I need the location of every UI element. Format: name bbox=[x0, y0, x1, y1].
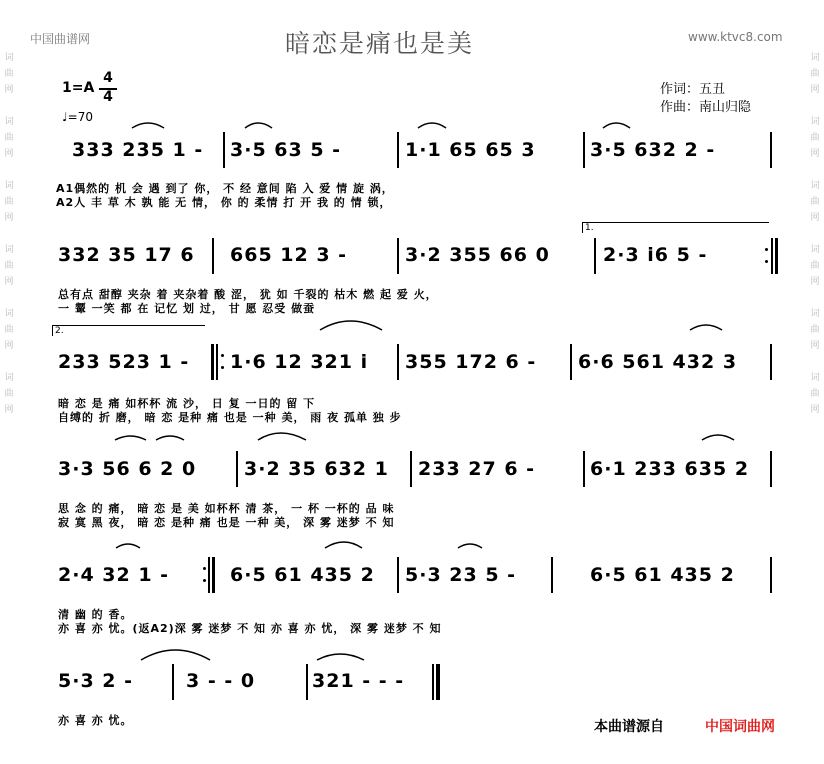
slur bbox=[458, 544, 482, 548]
volta-bracket: 2. bbox=[52, 325, 205, 336]
lyric-line: A1偶然的 机 会 遇 到了 你， 不 经 意间 陷 入 爱 情 旋 涡， bbox=[56, 182, 394, 195]
measure-notes: 6·1 233 635 2 bbox=[590, 458, 750, 480]
measure-notes: 355 172 6 - bbox=[405, 351, 537, 373]
composer: 作曲：南山归隐 bbox=[660, 100, 752, 115]
measure-notes: 665 12 3 - bbox=[230, 244, 348, 266]
slur bbox=[702, 435, 734, 440]
site-url-right: www.ktvc8.com bbox=[688, 30, 783, 44]
slur bbox=[141, 650, 210, 660]
watermark-text: 词曲网 bbox=[4, 117, 14, 159]
lyric-line: 亦 喜 亦 忧。 bbox=[58, 714, 133, 727]
slur bbox=[320, 321, 382, 330]
tempo-value: =70 bbox=[67, 110, 93, 124]
measure-notes: 1·6 12 321 i bbox=[230, 351, 369, 373]
measure-notes: 3 - - 0 bbox=[186, 670, 256, 692]
slur bbox=[132, 123, 164, 128]
watermark-text: 词曲网 bbox=[810, 181, 820, 223]
slur bbox=[156, 436, 184, 440]
measure-notes: 233 523 1 - bbox=[58, 351, 190, 373]
slur bbox=[690, 325, 722, 330]
measure-notes: 5·3 2 - bbox=[58, 670, 133, 692]
measure-notes: 3·5 632 2 - bbox=[590, 139, 716, 161]
lyric-line: 思 念 的 痛， 暗 恋 是 美 如杯杯 清 茶， 一 杯 一杯的 品 味 bbox=[58, 502, 395, 515]
lyric-line: 清 幽 的 香。 bbox=[58, 608, 133, 621]
lyric-line: 亦 喜 亦 忧。(返A2)深 雾 迷梦 不 知 亦 喜 亦 忧， 深 雾 迷梦 不 知 bbox=[58, 622, 442, 635]
slur bbox=[245, 123, 272, 128]
source-label: 本曲谱源自 bbox=[594, 719, 664, 735]
watermark-text: 词曲网 bbox=[4, 245, 14, 287]
measure-notes: 332 35 17 6 bbox=[58, 244, 195, 266]
watermark-text: 词曲网 bbox=[4, 309, 14, 351]
source-site-link[interactable]: 中国词曲网 bbox=[705, 719, 775, 735]
slur bbox=[325, 542, 362, 548]
slur bbox=[115, 436, 146, 440]
site-name-left: 中国曲谱网 bbox=[30, 32, 91, 46]
measure-notes: 5·3 23 5 - bbox=[405, 564, 517, 586]
lyric-line: 暗 恋 是 痛 如杯杯 流 沙， 日 复 一日的 留 下 bbox=[58, 397, 316, 410]
watermark-text: 词曲网 bbox=[4, 53, 14, 95]
measure-notes: 2·4 32 1 - bbox=[58, 564, 170, 586]
slur bbox=[418, 123, 446, 128]
time-signature-bottom: 4 bbox=[103, 89, 113, 105]
volta-bracket: 1. bbox=[582, 222, 769, 233]
measure-notes: 3·2 355 66 0 bbox=[405, 244, 550, 266]
measure-notes: 6·5 61 435 2 bbox=[230, 564, 375, 586]
lyric-line: 一 颦 一笑 都 在 记忆 划 过， 甘 愿 忍受 做蚕 bbox=[58, 302, 316, 315]
quarter-note-icon: ♩ bbox=[62, 110, 68, 124]
watermark-text: 词曲网 bbox=[810, 309, 820, 351]
watermark-text: 词曲网 bbox=[4, 373, 14, 415]
measure-notes: 6·5 61 435 2 bbox=[590, 564, 735, 586]
time-signature-top: 4 bbox=[103, 70, 113, 86]
lyric-line: 总有点 甜醇 夹杂 着 夹杂着 酸 涩， 犹 如 千裂的 枯木 燃 起 爱 火， bbox=[58, 288, 438, 301]
slur bbox=[603, 123, 630, 128]
lyricist: 作词：五丑 bbox=[660, 82, 726, 97]
lyric-line: 寂 寞 黑 夜， 暗 恋 是种 痛 也是 一种 美， 深 雾 迷梦 不 知 bbox=[58, 516, 395, 529]
measure-notes: 3·5 63 5 - bbox=[230, 139, 342, 161]
measure-notes: 321 - - - bbox=[312, 670, 405, 692]
measure-notes: 1·1 65 65 3 bbox=[405, 139, 536, 161]
watermark-text: 词曲网 bbox=[810, 53, 820, 95]
key-signature: 1=A bbox=[62, 80, 95, 96]
measure-notes: 3·2 35 632 1 bbox=[244, 458, 389, 480]
watermark-text: 词曲网 bbox=[810, 245, 820, 287]
slur bbox=[317, 654, 364, 660]
slur bbox=[258, 433, 306, 440]
slur bbox=[116, 544, 140, 548]
watermark-text: 词曲网 bbox=[810, 117, 820, 159]
measure-notes: 6·6 561 432 3 bbox=[578, 351, 738, 373]
measure-notes: 3·3 56 6 2 0 bbox=[58, 458, 197, 480]
measure-notes: 333 235 1 - bbox=[72, 139, 204, 161]
watermark-text: 词曲网 bbox=[4, 181, 14, 223]
measure-notes: 2·3 i6 5 - bbox=[603, 244, 708, 266]
lyric-line: A2人 丰 草 木 孰 能 无 情， 你 的 柔情 打 开 我 的 情 锁， bbox=[56, 196, 392, 209]
watermark-text: 词曲网 bbox=[810, 373, 820, 415]
lyric-line: 自缚的 折 磨， 暗 恋 是种 痛 也是 一种 美， 雨 夜 孤单 独 步 bbox=[58, 411, 402, 424]
measure-notes: 233 27 6 - bbox=[418, 458, 536, 480]
song-title: 暗恋是痛也是美 bbox=[285, 29, 475, 58]
